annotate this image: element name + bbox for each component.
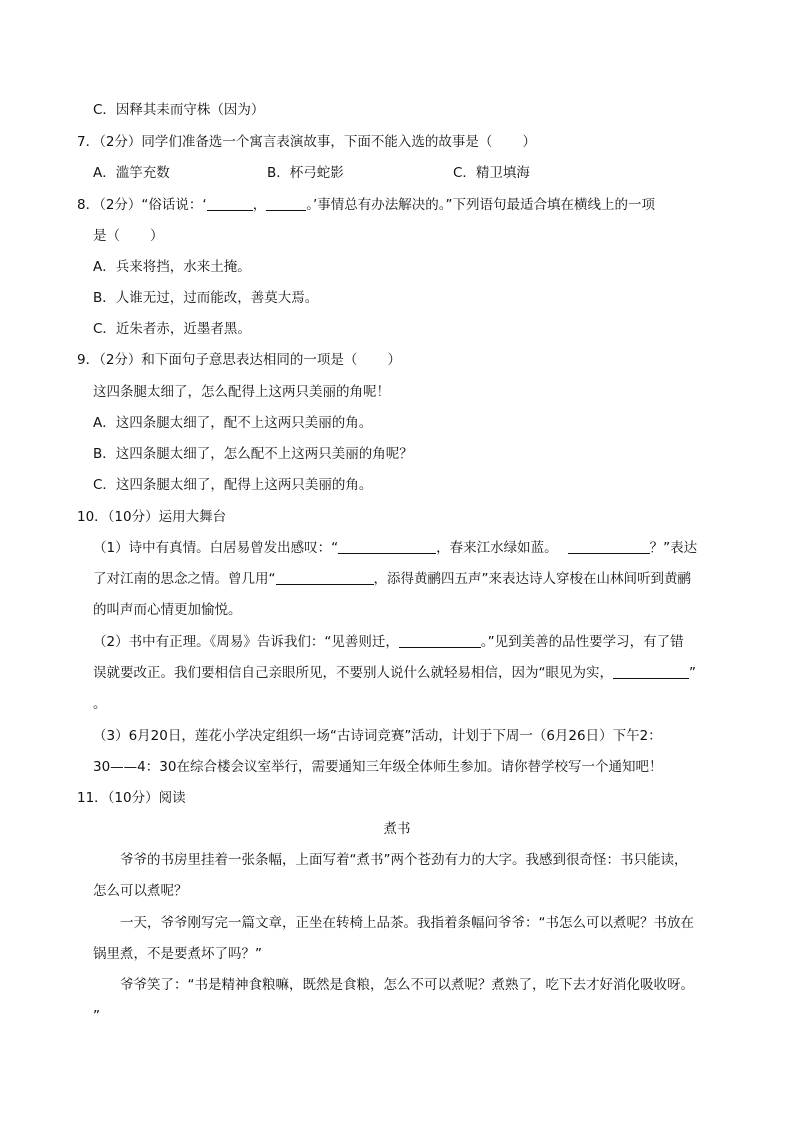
q8-option-a: A．兵来将挡，水来土掩。 <box>93 259 251 275</box>
q10-part2-line2 <box>93 663 696 683</box>
q9-stem-end: ） <box>387 352 401 368</box>
q6-option-c: C．因释其耒而守株（因为） <box>93 102 265 118</box>
q11-para3-line2: ” <box>93 1008 100 1024</box>
q10-p1-blank-2[interactable] <box>568 539 650 554</box>
q10-p2-l1-b: 。”见到美善的品性要学习，有了错 <box>480 634 684 650</box>
q11-passage-title: 煮书 <box>383 821 411 837</box>
q10-p2-l2-a: 误就要改正。我们要相信自己亲眼所见，不要别人说什么就轻易相信，因为“眼见为实， <box>93 665 613 681</box>
q10-part3-line2: 30——4：30在综合楼会议室举行，需要通知三年级全体师生参加。请你替学校写一个通知吧！ <box>93 759 663 775</box>
q10-p1-blank-3[interactable] <box>276 570 374 585</box>
q10-p1-l1-a: （1）诗中有真情。白居易曾发出感叹：“ <box>93 540 339 556</box>
q10-stem: 10．（10分）运用大舞台 <box>77 509 227 525</box>
q7-option-b: B．杯弓蛇影 <box>267 165 344 181</box>
q11-para2-line2: 锅里煮，不是要煮坏了吗？” <box>93 946 262 962</box>
q11-para1-line2: 怎么可以煮呢？ <box>93 883 188 899</box>
q11-para3-line1: 爷爷笑了：“书是精神食粮嘛，既然是食粮，怎么不可以煮呢？煮熟了，吃下去才好消化吸收呀。 <box>120 977 694 993</box>
q7-stem-text: 7．（2分）同学们准备选一个寓言表演故事，下面不能入选的故事是（ <box>77 134 493 150</box>
q9-stem <box>77 350 401 370</box>
q10-p1-blank-1[interactable] <box>338 539 436 554</box>
q7-stem-end: ） <box>522 134 536 150</box>
q10-part1-line1 <box>93 538 697 558</box>
q11-para2-line1: 一天，爷爷刚写完一篇文章，正坐在转椅上品茶。我指着条幅问爷爷：“书怎么可以煮呢？书放在 <box>120 915 694 931</box>
q10-part2-line3: 。 <box>93 696 107 712</box>
q10-p2-blank-1[interactable] <box>399 633 481 648</box>
q8-option-b: B．人谁无过，过而能改，善莫大焉。 <box>93 290 319 306</box>
q9-option-a: A．这四条腿太细了，配不上这两只美丽的角。 <box>93 415 373 431</box>
q10-p2-l1-a: （2）书中有正理。《周易》告诉我们：“见善则迁， <box>93 634 399 650</box>
q7-option-c: C．精卫填海 <box>453 165 530 181</box>
q8-stem-part3: 。’事情总有办法解决的。”下列语句最适合填在横线上的一项 <box>306 197 656 213</box>
q8-stem-line2-text: 是（ <box>93 228 120 244</box>
q7-option-a: A．滥竽充数 <box>93 165 170 181</box>
q10-part1-line2 <box>93 569 691 589</box>
q10-p1-l2-b: ，添得黄鹂四五声”来表达诗人穿梭在山林间听到黄鹂 <box>373 571 691 587</box>
q10-p2-l2-b: ” <box>689 665 696 681</box>
q8-blank-1[interactable] <box>207 196 253 211</box>
q10-p1-l1-b: ，春来江水绿如蓝。 <box>436 540 558 556</box>
q10-p1-l1-c: ？”表达 <box>649 540 698 556</box>
q10-p2-blank-2[interactable] <box>613 664 689 679</box>
q8-stem-part2: ， <box>252 197 267 213</box>
q8-stem-line2 <box>93 226 164 246</box>
q9-sentence: 这四条腿太细了，怎么配得上这两只美丽的角呢！ <box>93 384 390 400</box>
q7-stem <box>77 132 536 152</box>
q8-blank-2[interactable] <box>266 196 306 211</box>
q11-stem: 11．（10分）阅读 <box>77 790 186 806</box>
q10-part3-line1: （3）6月20日，莲花小学决定组织一场“古诗词竞赛”活动，计划于下周一（6月26日）下午2： <box>93 728 662 744</box>
q9-stem-text: 9．（2分）和下面句子意思表达相同的一项是（ <box>77 352 358 368</box>
q10-part1-line3: 的叫声而心情更加愉悦。 <box>93 602 242 618</box>
q11-para1-line1: 爷爷的书房里挂着一张条幅，上面写着“煮书”两个苍劲有力的大字。我感到很奇怪：书只能读， <box>120 852 688 868</box>
q9-option-b: B．这四条腿太细了，怎么配不上这两只美丽的角呢？ <box>93 446 413 462</box>
q9-option-c: C．这四条腿太细了，配得上这两只美丽的角。 <box>93 477 373 493</box>
q8-stem-line2-end: ） <box>150 228 164 244</box>
q8-stem <box>77 195 655 215</box>
q7-options <box>0 163 794 183</box>
q10-part2-line1 <box>93 632 684 652</box>
q8-option-c: C．近朱者赤，近墨者黑。 <box>93 321 251 337</box>
q8-stem-part1: 8．（2分）“俗话说：‘ <box>77 197 207 213</box>
q10-p1-l2-a: 了对江南的思念之情。曾几用“ <box>93 571 276 587</box>
